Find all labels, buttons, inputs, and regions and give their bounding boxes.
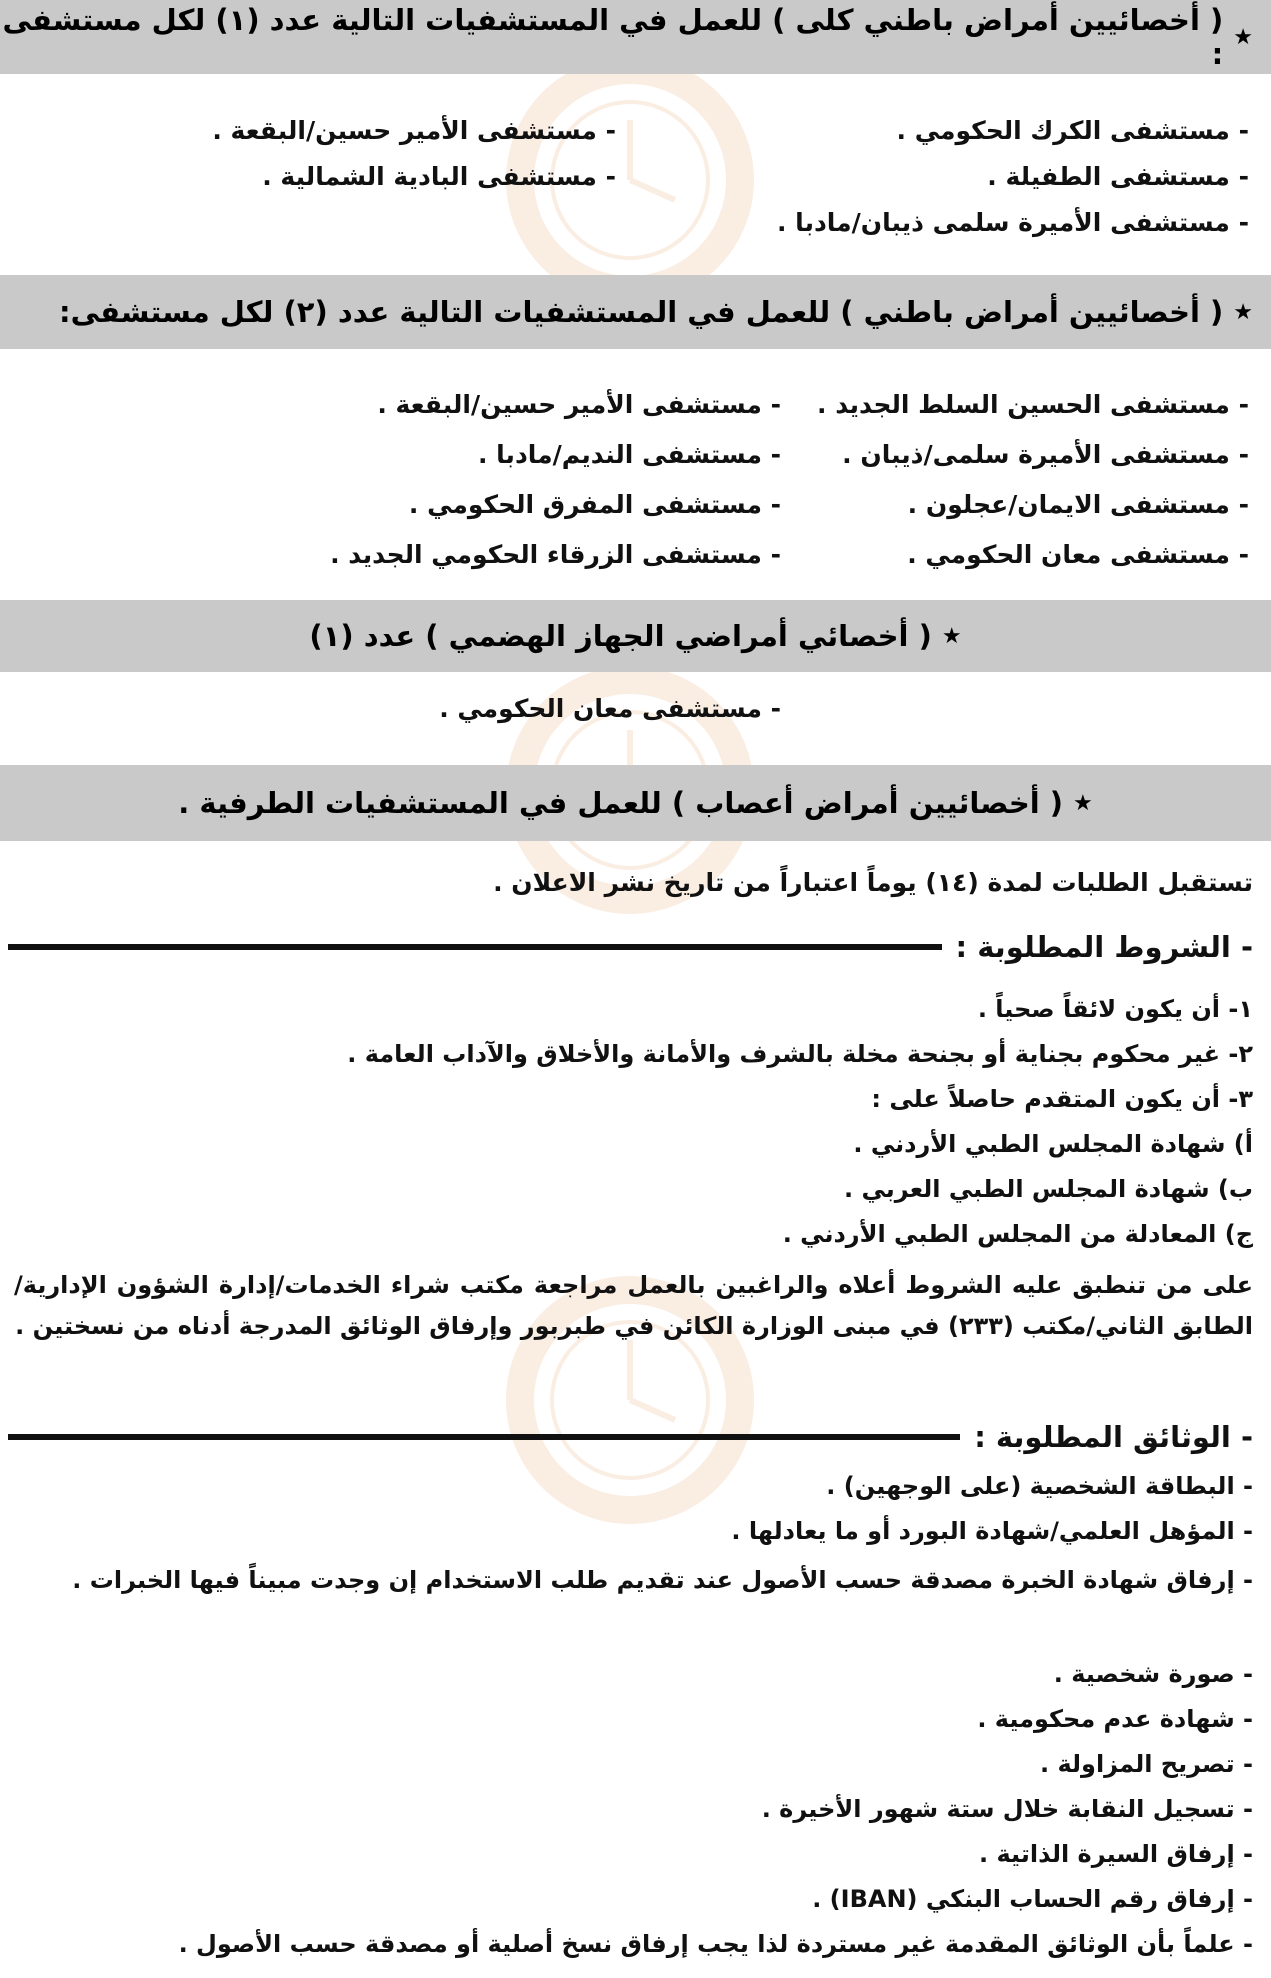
list-item: - مستشفى معان الحكومي . bbox=[439, 694, 781, 723]
conditions-heading bbox=[8, 930, 1253, 964]
section-heading-3 bbox=[0, 600, 1271, 672]
section-heading-text: ( أخصائي أمراضي الجهاز الهضمي ) عدد (١) bbox=[309, 619, 932, 653]
section-heading-2 bbox=[0, 275, 1271, 349]
list-item: - مستشفى النديم/مادبا . bbox=[477, 440, 781, 469]
list-item: - مستشفى الأميرة سلمى/ذيبان . bbox=[842, 440, 1249, 469]
conditions-heading-text: - الشروط المطلوبة : bbox=[955, 930, 1253, 964]
list-item: - مستشفى معان الحكومي . bbox=[907, 540, 1249, 569]
document-item: - تسجيل النقابة خلال ستة شهور الأخيرة . bbox=[761, 1795, 1253, 1823]
document-item: - صورة شخصية . bbox=[1053, 1660, 1253, 1688]
document-item: - المؤهل العلمي/شهادة البورد أو ما يعادلها . bbox=[731, 1517, 1253, 1545]
section-heading-text: ( أخصائيين أمراض باطني ) للعمل في المستشفيات التالية عدد (٢) لكل مستشفى: bbox=[59, 295, 1224, 329]
section-heading-text: ( أخصائيين أمراض أعصاب ) للعمل في المستشفيات الطرفية . bbox=[178, 786, 1064, 820]
document-item: - إرفاق شهادة الخبرة مصدقة حسب الأصول عند تقديم طلب الاستخدام إن وجدت مبيناً فيها الخبرات . bbox=[72, 1566, 1253, 1594]
star-icon: ★ bbox=[1233, 24, 1253, 50]
list-item: - مستشفى البادية الشمالية . bbox=[262, 162, 616, 191]
document-item: - إرفاق رقم الحساب البنكي (IBAN) . bbox=[812, 1885, 1253, 1913]
document-item: - تصريح المزاولة . bbox=[1039, 1750, 1253, 1778]
condition-item: ١- أن يكون لائقاً صحياً . bbox=[977, 995, 1253, 1023]
list-item: - مستشفى الأمير حسين/البقعة . bbox=[212, 116, 616, 145]
list-item: - مستشفى الايمان/عجلون . bbox=[907, 490, 1249, 519]
list-item: - مستشفى المفرق الحكومي . bbox=[408, 490, 781, 519]
document-item: - إرفاق السيرة الذاتية . bbox=[979, 1840, 1253, 1868]
document-item: - شهادة عدم محكومية . bbox=[977, 1705, 1253, 1733]
section-heading-1 bbox=[0, 0, 1271, 74]
list-item: - مستشفى الطفيلة . bbox=[987, 162, 1249, 191]
divider bbox=[8, 944, 942, 950]
documents-heading bbox=[8, 1420, 1253, 1454]
section-heading-text: ( أخصائيين أمراض باطني كلى ) للعمل في المستشفيات التالية عدد (١) لكل مستشفى : bbox=[2, 3, 1224, 71]
list-item: - مستشفى الزرقاء الحكومي الجديد . bbox=[330, 540, 781, 569]
condition-item: ب) شهادة المجلس الطبي العربي . bbox=[844, 1175, 1253, 1203]
document-item: - البطاقة الشخصية (على الوجهين) . bbox=[826, 1472, 1253, 1500]
list-item: - مستشفى الكرك الحكومي . bbox=[896, 116, 1249, 145]
star-icon: ★ bbox=[1073, 790, 1093, 816]
conditions-paragraph: على من تنطبق عليه الشروط أعلاه والراغبين بالعمل مراجعة مكتب شراء الخدمات/إدارة الشؤون الإدارية/الطابق الثاني/مكتب (٢٣٣) في مبنى الوزارة الكائن في طبربور وإرفاق الوثائق المدرجة أدناه من نسختين . bbox=[14, 1271, 1253, 1340]
condition-item: ٣- أن يكون المتقدم حاصلاً على : bbox=[871, 1085, 1253, 1113]
star-icon: ★ bbox=[941, 623, 962, 649]
documents-heading-text: - الوثائق المطلوبة : bbox=[974, 1420, 1253, 1454]
list-item: - مستشفى الأميرة سلمى ذيبان/مادبا . bbox=[776, 208, 1249, 237]
divider bbox=[8, 1434, 960, 1440]
condition-item: أ) شهادة المجلس الطبي الأردني . bbox=[853, 1130, 1253, 1158]
section-heading-4 bbox=[0, 765, 1271, 841]
condition-item: ج) المعادلة من المجلس الطبي الأردني . bbox=[782, 1220, 1253, 1248]
applications-note: تستقبل الطلبات لمدة (١٤) يوماً اعتباراً من تاريخ نشر الاعلان . bbox=[493, 868, 1253, 897]
list-item: - مستشفى الأمير حسين/البقعة . bbox=[377, 390, 781, 419]
list-item: - مستشفى الحسين السلط الجديد . bbox=[817, 390, 1249, 419]
document-item: - علماً بأن الوثائق المقدمة غير مستردة لذا يجب إرفاق نسخ أصلية أو مصدقة حسب الأصول . bbox=[178, 1930, 1253, 1958]
condition-item: ٢- غير محكوم بجناية أو بجنحة مخلة بالشرف والأمانة والأخلاق والآداب العامة . bbox=[347, 1040, 1253, 1068]
star-icon: ★ bbox=[1233, 299, 1253, 325]
